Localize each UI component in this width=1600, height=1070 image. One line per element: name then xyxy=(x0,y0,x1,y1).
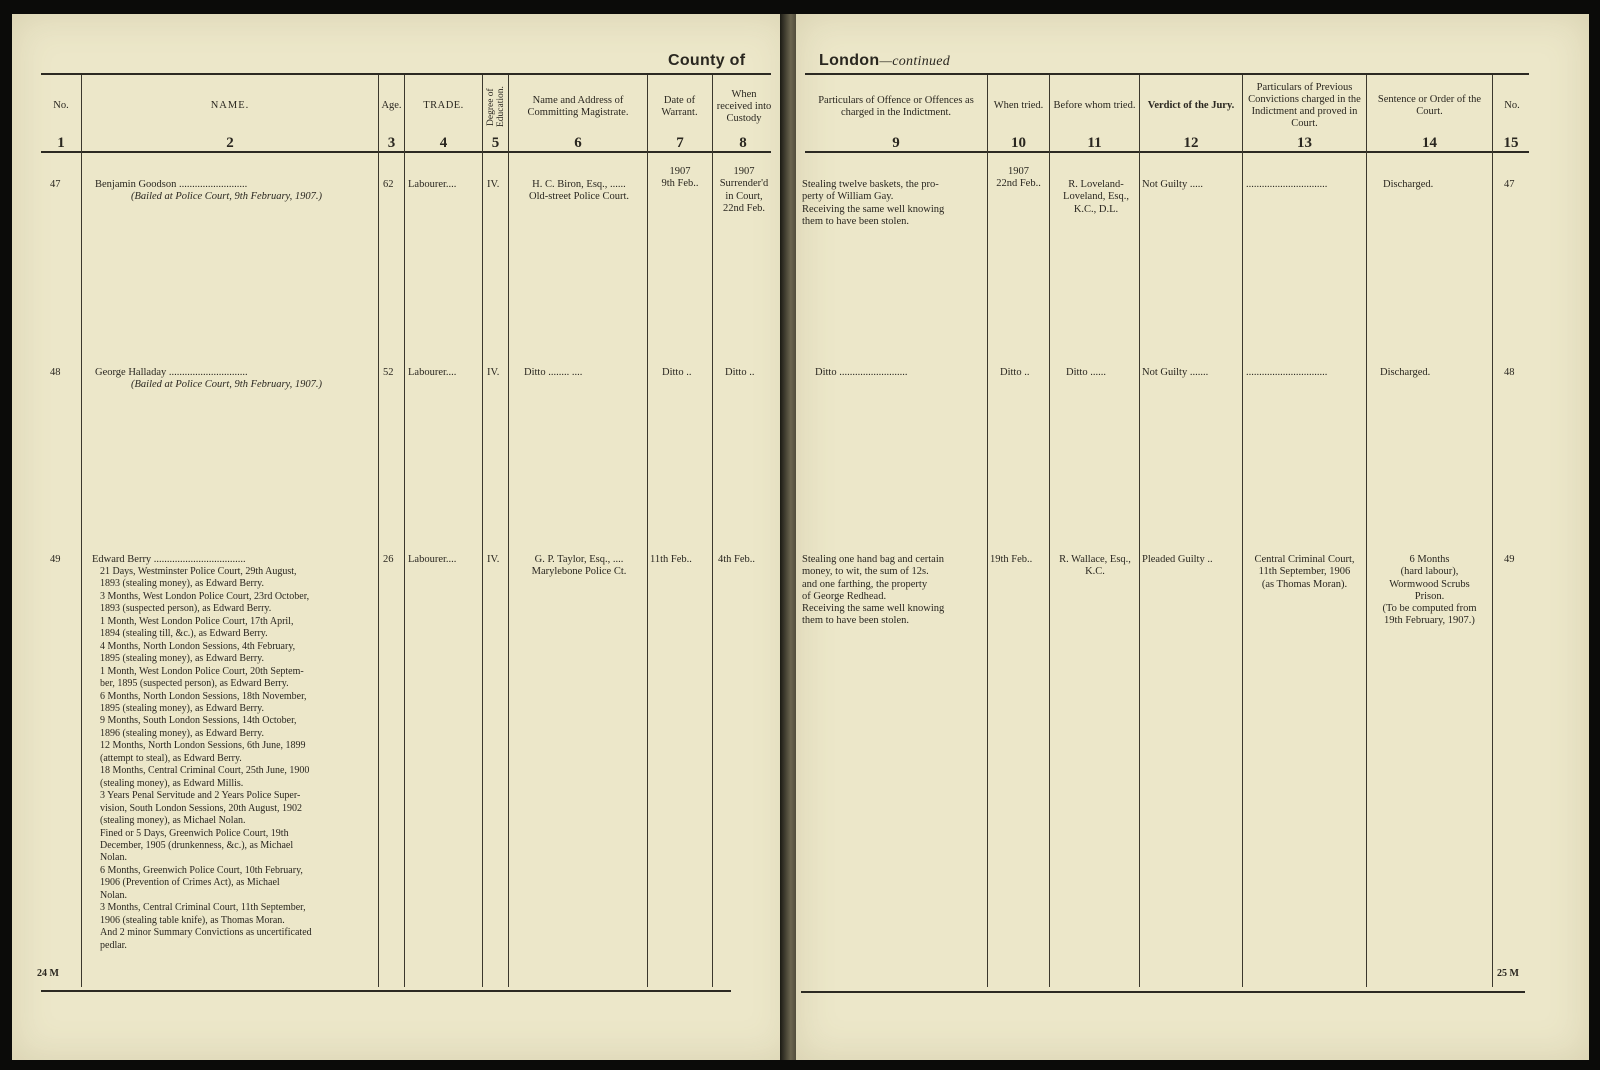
left-page-title: County of xyxy=(668,52,746,69)
col-divider xyxy=(987,75,988,987)
record-name: Edward Berry ................................... xyxy=(92,554,246,565)
col-divider xyxy=(1242,75,1243,987)
record-verdict: Not Guilty ..... xyxy=(1142,179,1203,190)
header-before-whom: Before whom tried. xyxy=(1053,100,1136,111)
header-previous: Particulars of Previous Convictions charged in the Indictment and proved in Court. xyxy=(1248,82,1361,129)
col-divider xyxy=(1049,75,1050,987)
left-bottom-rule xyxy=(41,990,731,992)
record-name: Benjamin Goodson .......................... xyxy=(95,179,248,190)
record-before-whom: R. Loveland- Loveland, Esq., K.C., D.L. xyxy=(1063,179,1129,215)
record-when-tried: 1907 22nd Feb.. xyxy=(996,166,1041,190)
header-top-rule xyxy=(41,73,771,75)
record-no-right: 48 xyxy=(1504,367,1515,378)
record-trade: Labourer.... xyxy=(408,554,457,565)
record-education: IV. xyxy=(487,554,500,565)
col-number: 15 xyxy=(1503,135,1519,151)
right-title-main: London xyxy=(819,52,880,69)
header-offence: Particulars of Offence or Offences as charged in the Indictment. xyxy=(818,95,974,118)
record-sentence: Discharged. xyxy=(1383,179,1434,190)
record-warrant: 11th Feb.. xyxy=(650,554,692,565)
col-divider xyxy=(1492,75,1493,987)
record-name: George Halladay .............................. xyxy=(95,367,248,378)
record-education: IV. xyxy=(487,367,500,378)
col-number: 14 xyxy=(1422,135,1437,151)
record-age: 52 xyxy=(383,367,394,378)
header-custody: When received into Custody xyxy=(716,89,772,124)
col-divider xyxy=(1139,75,1140,987)
header-top-rule xyxy=(805,73,1529,75)
record-magistrate: Ditto ........ .... xyxy=(524,367,583,378)
record-before-whom: Ditto ...... xyxy=(1066,367,1106,378)
header-when-tried: When tried. xyxy=(993,100,1044,111)
record-no: 48 xyxy=(50,367,61,378)
header-no-right: No. xyxy=(1504,100,1520,111)
record-warrant: Ditto .. xyxy=(662,367,692,378)
record-age: 62 xyxy=(383,179,394,190)
col-number: 13 xyxy=(1297,135,1312,151)
record-magistrate: H. C. Biron, Esq., ...... Old-street Police Court. xyxy=(528,179,630,203)
record-trade: Labourer.... xyxy=(408,179,457,190)
record-offence: Stealing one hand bag and certain money, to wit, the sum of 12s. and one farthing, the property of George Redhead. Receiving the same well knowing them to have been stolen. xyxy=(802,554,945,627)
record-previous: Central Criminal Court, 11th September, 1906 (as Thomas Moran). xyxy=(1254,554,1355,590)
header-name: NAME. xyxy=(210,100,250,111)
header-age: Age. xyxy=(381,100,402,111)
header-trade: TRADE. xyxy=(423,100,464,111)
col-divider xyxy=(404,75,405,987)
record-sentence: Discharged. xyxy=(1380,367,1431,378)
header-magistrate: Name and Address of Committing Magistrate. xyxy=(527,95,629,118)
record-when-tried: Ditto .. xyxy=(1000,367,1030,378)
record-verdict: Pleaded Guilty .. xyxy=(1142,554,1213,565)
col-number: 12 xyxy=(1183,135,1199,151)
col-divider xyxy=(647,75,648,987)
record-before-whom: R. Wallace, Esq., K.C. xyxy=(1059,554,1131,578)
col-number: 11 xyxy=(1087,135,1102,151)
record-no-right: 49 xyxy=(1504,554,1515,565)
record-previous: ............................... xyxy=(1246,179,1328,190)
record-trade: Labourer.... xyxy=(408,367,457,378)
record-warrant: 1907 9th Feb.. xyxy=(661,166,699,190)
col-divider xyxy=(378,75,379,987)
record-sentence: 6 Months (hard labour), Wormwood Scrubs Prison. (To be computed from 19th February, 1907.) xyxy=(1382,554,1477,627)
col-number: 9 xyxy=(892,135,900,151)
header-verdict: Verdict of the Jury. xyxy=(1147,100,1235,111)
header-no: No. xyxy=(53,100,69,111)
col-divider xyxy=(508,75,509,987)
record-bail-note: (Bailed at Police Court, 9th February, 1907.) xyxy=(131,379,323,390)
right-bottom-rule xyxy=(801,991,1525,993)
record-custody: Ditto .. xyxy=(725,367,755,378)
col-number: 6 xyxy=(574,135,582,151)
record-magistrate: G. P. Taylor, Esq., .... Marylebone Police Ct. xyxy=(531,554,627,578)
header-education: Degree of Education. xyxy=(486,86,506,128)
col-number: 5 xyxy=(491,135,500,151)
header-warrant: Date of Warrant. xyxy=(661,95,698,118)
col-number: 2 xyxy=(226,135,234,151)
record-convictions: 21 Days, Westminster Police Court, 29th August, 1893 (stealing money), as Edward Berry. 3 Months, West London Police Court, 23rd October, 1893 (suspected person), as Edward Berry. 1 Month, West London Police Court, 17th April, 1894 (stealing till, &c.), as Edward Berry. 4 Months, North London Sessions, 4th February, 1895 (stealing money), as Edward Berry. 1 Month, West London Police Court, 20th Septem- ber, 1895 (suspected person), as Edward Berry. 6 Months, North London Sessions, 18th November, 1895 (stealing money), as Edward Berry. 9 Months, South London Sessions, 14th October, 1896 (stealing money), as Edward Berry. 12 Months, North London Sessions, 6th June, 1899 (attempt to steal), as Edward Berry. 18 Months, Central Criminal Court, 25th June, 1900 (stealing money), as Edward Millis. 3 Years Penal Servitude and 2 Years Police Super- vision, South London Sessions, 20th August, 1902 (stealing money), as Michael Nolan. Fined or 5 Days, Greenwich Police Court, 19th December, 1905 (drunkenness, &c.), as Michael Nolan. 6 Months, Greenwich Police Court, 10th February, 1906 (Prevention of Crimes Act), as Michael Nolan. 3 Months, Central Criminal Court, 11th September, 1906 (stealing table knife), as Thomas Moran. And 2 minor Summary Convictions as uncertificated pedlar. xyxy=(100,566,312,951)
col-divider xyxy=(482,75,483,987)
col-divider xyxy=(81,75,82,987)
right-page xyxy=(796,14,1589,1060)
record-bail-note: (Bailed at Police Court, 9th February, 1907.) xyxy=(131,191,323,202)
record-age: 26 xyxy=(383,554,394,565)
left-folio: 24 M xyxy=(37,968,59,979)
col-number: 4 xyxy=(439,135,448,151)
right-folio: 25 M xyxy=(1497,968,1519,979)
col-number: 3 xyxy=(387,135,396,151)
col-number: 1 xyxy=(57,135,65,151)
record-no: 47 xyxy=(50,179,61,190)
right-title-suffix: —continued xyxy=(879,54,951,69)
record-previous: ............................... xyxy=(1246,367,1328,378)
right-page-title xyxy=(819,52,950,70)
record-offence: Stealing twelve baskets, the pro- perty of William Gay. Receiving the same well knowing them to have been stolen. xyxy=(802,179,945,227)
col-divider xyxy=(1366,75,1367,987)
col-number: 10 xyxy=(1011,135,1026,151)
record-offence: Ditto .......................... xyxy=(815,367,908,378)
record-verdict: Not Guilty ....... xyxy=(1142,367,1209,378)
header-sentence: Sentence or Order of the Court. xyxy=(1377,94,1482,117)
col-number: 8 xyxy=(739,135,747,151)
col-number: 7 xyxy=(676,135,684,151)
record-custody: 4th Feb.. xyxy=(718,554,756,565)
record-when-tried: 19th Feb.. xyxy=(990,554,1033,565)
record-education: IV. xyxy=(487,179,500,190)
record-no: 49 xyxy=(50,554,61,565)
record-custody: 1907 Surrender'd in Court, 22nd Feb. xyxy=(719,166,769,214)
record-no-right: 47 xyxy=(1504,179,1515,190)
